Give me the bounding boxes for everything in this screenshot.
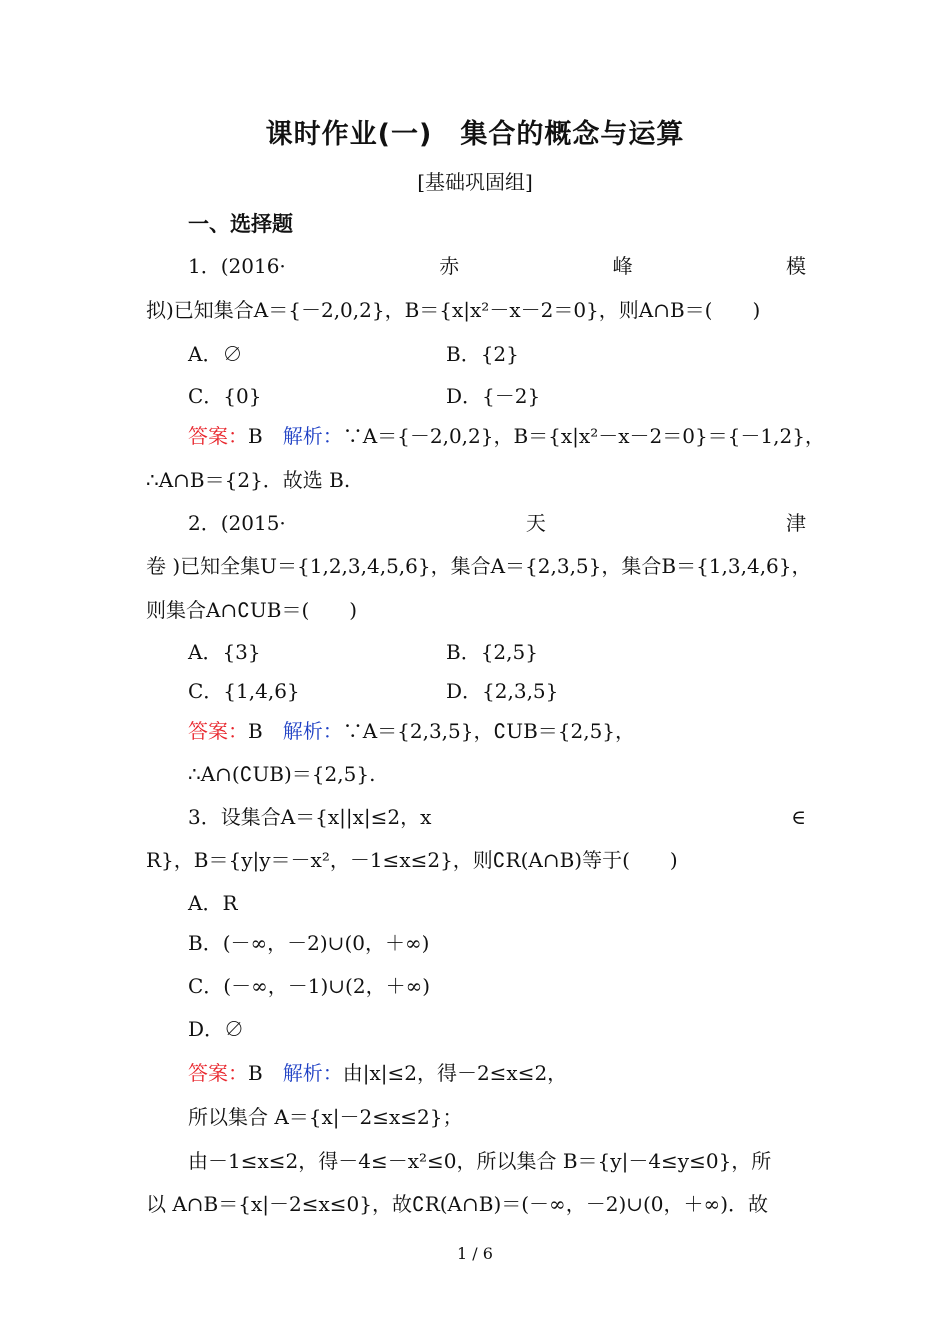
q3-option-d: D．∅ (188, 1017, 245, 1041)
page-title: 课时作业(一) 集合的概念与运算 (265, 119, 685, 150)
q3-analysis-line2: 所以集合 A＝{x|－2≤x≤2}； (188, 1105, 463, 1129)
q3-option-b: B．(－∞，－2)∪(0，＋∞) (188, 931, 430, 955)
q3-analysis-line4: 以 A∩B＝{x|－2≤x≤0}，故∁R(A∩B)＝(－∞，－2)∪(0，＋∞)．故 (146, 1192, 768, 1216)
q2-option-a: A．{3} (188, 640, 261, 664)
q2-analysis-cont: ∴A∩(∁UB)＝{2,5}. (188, 762, 376, 786)
q2-head (188, 509, 806, 537)
q1-option-d: D．{－2} (446, 384, 541, 408)
q3-element-symbol: ∈ (791, 805, 806, 829)
q1-answer (188, 422, 825, 450)
answer-value: B (248, 719, 263, 743)
answer-label: 答案： (188, 1061, 248, 1085)
q2-stem-cont: 则集合A∩∁UB＝( ) (146, 598, 358, 622)
section-group-title: [基础巩固组] (417, 170, 533, 194)
q2-number: 2．(2015· (188, 511, 286, 535)
q3-head (188, 803, 806, 831)
q1-option-a: A．∅ (188, 342, 243, 366)
q1-option-c: C．{0} (188, 384, 262, 408)
q1-option-b: B．{2} (446, 342, 519, 366)
q2-option-b: B．{2,5} (446, 640, 538, 664)
q3-option-a: A．R (188, 891, 238, 915)
q1-source-char: 模 (785, 254, 806, 278)
q1-source-char: 赤 (439, 254, 460, 278)
q2-option-d: D．{2,3,5} (446, 679, 559, 703)
q1-analysis-cont: ∴A∩B＝{2}．故选 B. (146, 468, 351, 492)
analysis-label: 解析： (282, 719, 343, 743)
q3-number: 3．设集合A＝{x||x|≤2，x (188, 805, 432, 829)
analysis-text: ∵A＝{2,3,5}，∁UB＝{2,5}， (342, 719, 636, 743)
section-heading: 一、选择题 (188, 212, 293, 236)
q2-source-char: 津 (785, 511, 806, 535)
q1-source-char: 峰 (612, 254, 633, 278)
page-number: 1 / 6 (457, 1244, 493, 1263)
q2-source-char: 天 (525, 511, 546, 535)
q2-option-c: C．{1,4,6} (188, 679, 300, 703)
q1-stem: 拟)已知集合A＝{－2,0,2}，B＝{x|x²－x－2＝0}，则A∩B＝( ) (146, 298, 761, 322)
q1-number: 1．(2016· (188, 254, 286, 278)
answer-value: B (248, 424, 263, 448)
answer-value: B (248, 1061, 263, 1085)
q2-stem: 卷 )已知全集U＝{1,2,3,4,5,6}，集合A＝{2,3,5}，集合B＝{1,3,4,6}， (146, 554, 812, 578)
answer-label: 答案： (188, 424, 248, 448)
q3-analysis-line3: 由－1≤x≤2，得－4≤－x²≤0，所以集合 B＝{y|－4≤y≤0}，所 (188, 1149, 772, 1173)
analysis-label: 解析： (282, 1061, 343, 1085)
answer-label: 答案： (188, 719, 248, 743)
analysis-text: ∵A＝{－2,0,2}，B＝{x|x²－x－2＝0}＝{－1,2}， (342, 424, 825, 448)
analysis-label: 解析： (282, 424, 343, 448)
q3-option-c: C．(－∞，－1)∪(2，＋∞) (188, 974, 431, 998)
q1-head (188, 252, 806, 280)
q2-answer (188, 717, 635, 745)
q3-answer (188, 1059, 567, 1087)
analysis-text: 由|x|≤2，得－2≤x≤2， (342, 1061, 568, 1085)
q3-stem: R}，B＝{y|y＝－x²，－1≤x≤2}，则∁R(A∩B)等于( ) (146, 848, 678, 872)
